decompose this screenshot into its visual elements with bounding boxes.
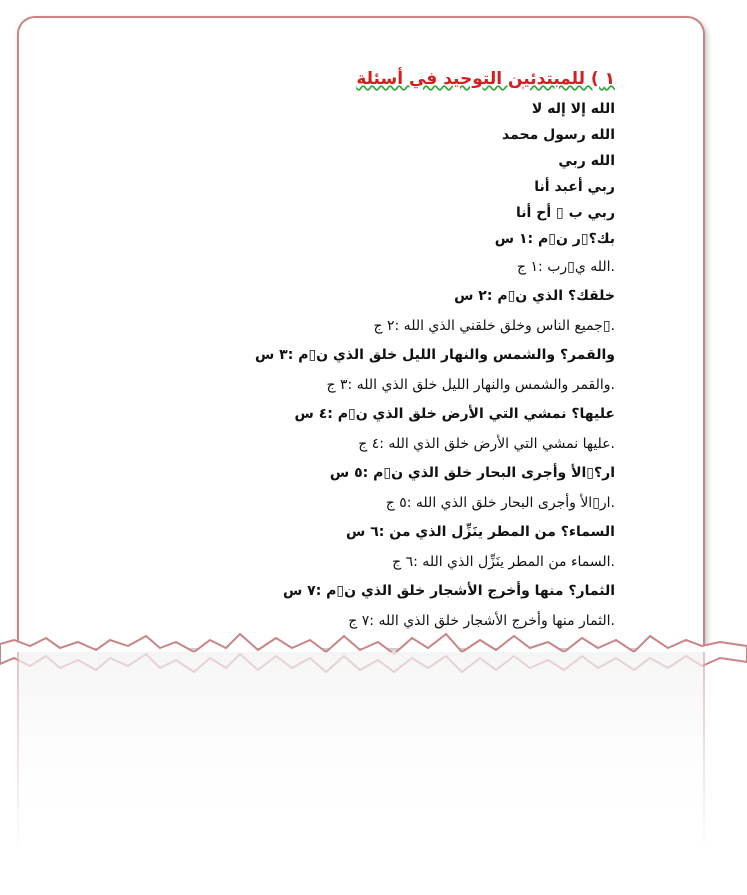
document-page <box>17 16 705 648</box>
document-content <box>195 68 615 636</box>
answer-line: .عليها نمشي التي الأرض خلق الذي الله :٤ ج <box>358 436 615 452</box>
answer-line: .الله ي▯رب :١ ج <box>517 259 615 275</box>
answer-line: .▯جميع الناس وخلق خلقني الذي الله :٢ ج <box>373 318 615 334</box>
intro-line: ربي ب ▯ أح أنا <box>516 205 615 221</box>
page-reflection <box>17 652 705 852</box>
intro-line: الله إلا إله لا <box>531 101 615 117</box>
question-line: خلقك؟ الذي ن▯م :٢ س <box>454 288 615 304</box>
question-line: الثمار؟ منها وأخرج الأشجار خلق الذي ن▯م :٧ س <box>282 583 615 599</box>
answer-line: .السماء من المطر ينَزِّل الذي الله :٦ ج <box>392 554 615 570</box>
question-line: عليها؟ نمشي التي الأرض خلق الذي ن▯م :٤ س <box>294 406 615 422</box>
answer-line: .والقمر والشمس والنهار الليل خلق الذي الله :٣ ج <box>326 377 615 393</box>
question-line: السماء؟ من المطر ينَزِّل الذي من :٦ س <box>346 524 615 540</box>
document-title <box>195 68 615 90</box>
intro-line: الله رسول محمد <box>502 127 615 143</box>
answer-line: .ار▯الأ وأجرى البحار خلق الذي الله :٥ ج <box>385 495 615 511</box>
intro-line: ربي أعبد أنا <box>534 179 615 195</box>
intro-line: بك؟▯ر ن▯م :١ س <box>494 231 615 247</box>
intro-block <box>195 96 615 252</box>
answer-line: .الثمار منها وأخرج الأشجار خلق الذي الله :٧ ج <box>348 613 615 629</box>
qa-block <box>195 252 615 636</box>
question-line: والقمر؟ والشمس والنهار الليل خلق الذي ن▯م :٣ س <box>254 347 615 363</box>
title-text: ١ ) للمبتدئين التوحيد في أسئلة <box>356 69 615 89</box>
intro-line: الله ربي <box>558 153 615 169</box>
question-line: ار؟▯الأ وأجرى البحار خلق الذي ن▯م :٥ س <box>329 465 615 481</box>
